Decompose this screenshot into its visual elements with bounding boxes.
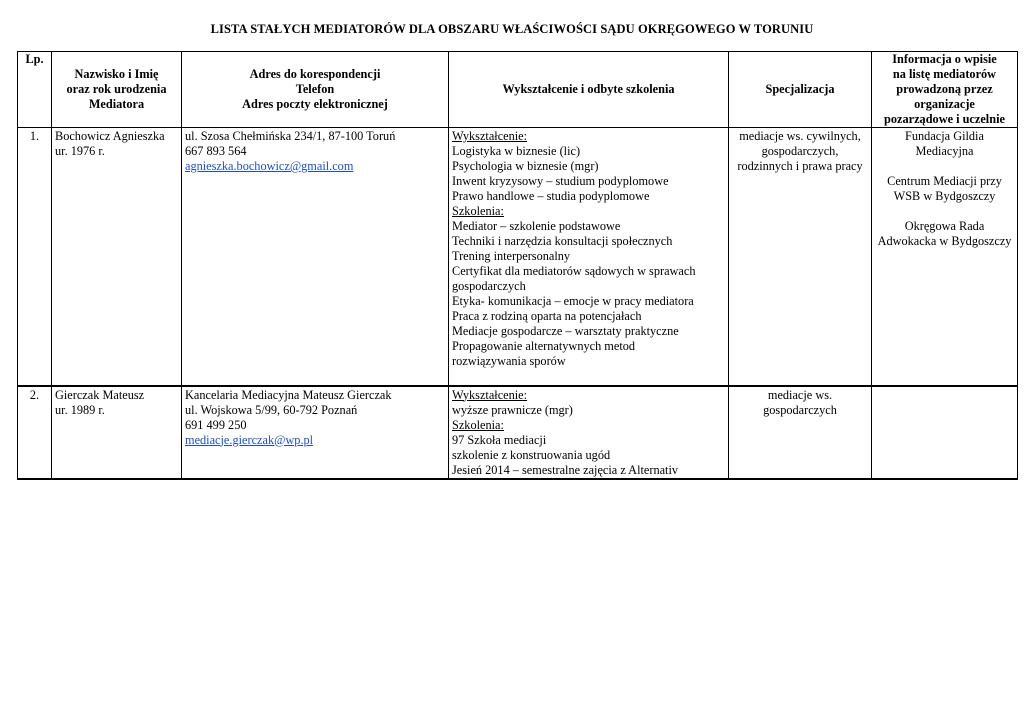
row-education: Wykształcenie: wyższe prawnicze (mgr) Szkolenia: 97 Szkoła mediacji szkolenie z konstruowania ugód Jesień 2014 – semestralne zajęcia z Alternativ bbox=[449, 386, 729, 479]
email-link[interactable]: mediacje.gierczak@wp.pl bbox=[185, 432, 314, 447]
row-address: Kancelaria Mediacyjna Mateusz Gierczak ul. Wojskowa 5/99, 60-792 Poznań 691 499 250 mediacje.gierczak@wp.pl bbox=[182, 386, 449, 479]
education-heading: Wykształcenie: bbox=[452, 129, 528, 143]
header-education: Wykształcenie i odbyte szkolenia bbox=[449, 52, 729, 128]
table-row bbox=[18, 386, 1018, 479]
row-name: Gierczak Mateusz ur. 1989 r. bbox=[52, 386, 182, 479]
email-link[interactable]: agnieszka.bochowicz@gmail.com bbox=[185, 159, 354, 173]
header-lp: Lp. bbox=[18, 52, 52, 128]
education-heading: Wykształcenie: bbox=[452, 387, 528, 402]
row-address: ul. Szosa Chełmińska 234/1, 87-100 Toruń 667 893 564 agnieszka.bochowicz@gmail.com bbox=[182, 128, 449, 386]
training-heading: Szkolenia: bbox=[452, 417, 504, 432]
row-info: Fundacja Gildia Mediacyjna Centrum Mediacji przy WSB w Bydgoszczy Okręgowa Rada Adwokacka w Bydgoszczy bbox=[872, 128, 1018, 386]
row-specialization: mediacje ws. cywilnych, gospodarczych, rodzinnych i prawa pracy bbox=[729, 128, 872, 386]
mediators-table bbox=[17, 51, 1018, 480]
row-info bbox=[872, 386, 1018, 479]
table-row bbox=[18, 128, 1018, 386]
header-address: Adres do korespondencji Telefon Adres poczty elektronicznej bbox=[182, 52, 449, 128]
row-lp: 1. bbox=[18, 128, 52, 386]
header-specialization: Specjalizacja bbox=[729, 52, 872, 128]
header-name: Nazwisko i Imię oraz rok urodzenia Mediatora bbox=[52, 52, 182, 128]
row-education: Wykształcenie: Logistyka w biznesie (lic) Psychologia w biznesie (mgr) Inwent kryzysowy – studium podyplomowe Prawo handlowe – studia podyplomowe Szkolenia: Mediator – szkolenie podstawowe Techniki i narzędzia konsultacji społecznych Trening interpersonalny Certyfikat dla mediatorów sądowych w sprawach gospodarczych Etyka- komunikacja – emocje w pracy mediatora Praca z rodziną oparta na potencjałach Mediacje gospodarcze – warsztaty praktyczne Propagowanie alternatywnych metod rozwiązywania sporów bbox=[449, 128, 729, 386]
training-heading: Szkolenia: bbox=[452, 204, 504, 218]
table-header-row bbox=[18, 52, 1018, 128]
row-lp: 2. bbox=[18, 386, 52, 479]
header-info: Informacja o wpisie na listę mediatorów prowadzoną przez organizacje pozarządowe i uczelnie bbox=[872, 52, 1018, 128]
row-specialization: mediacje ws. gospodarczych bbox=[729, 386, 872, 479]
page-title: LISTA STAŁYCH MEDIATORÓW DLA OBSZARU WŁAŚCIWOŚCI SĄDU OKRĘGOWEGO W TORUNIU bbox=[210, 22, 814, 36]
row-name: Bochowicz Agnieszka ur. 1976 r. bbox=[52, 128, 182, 386]
